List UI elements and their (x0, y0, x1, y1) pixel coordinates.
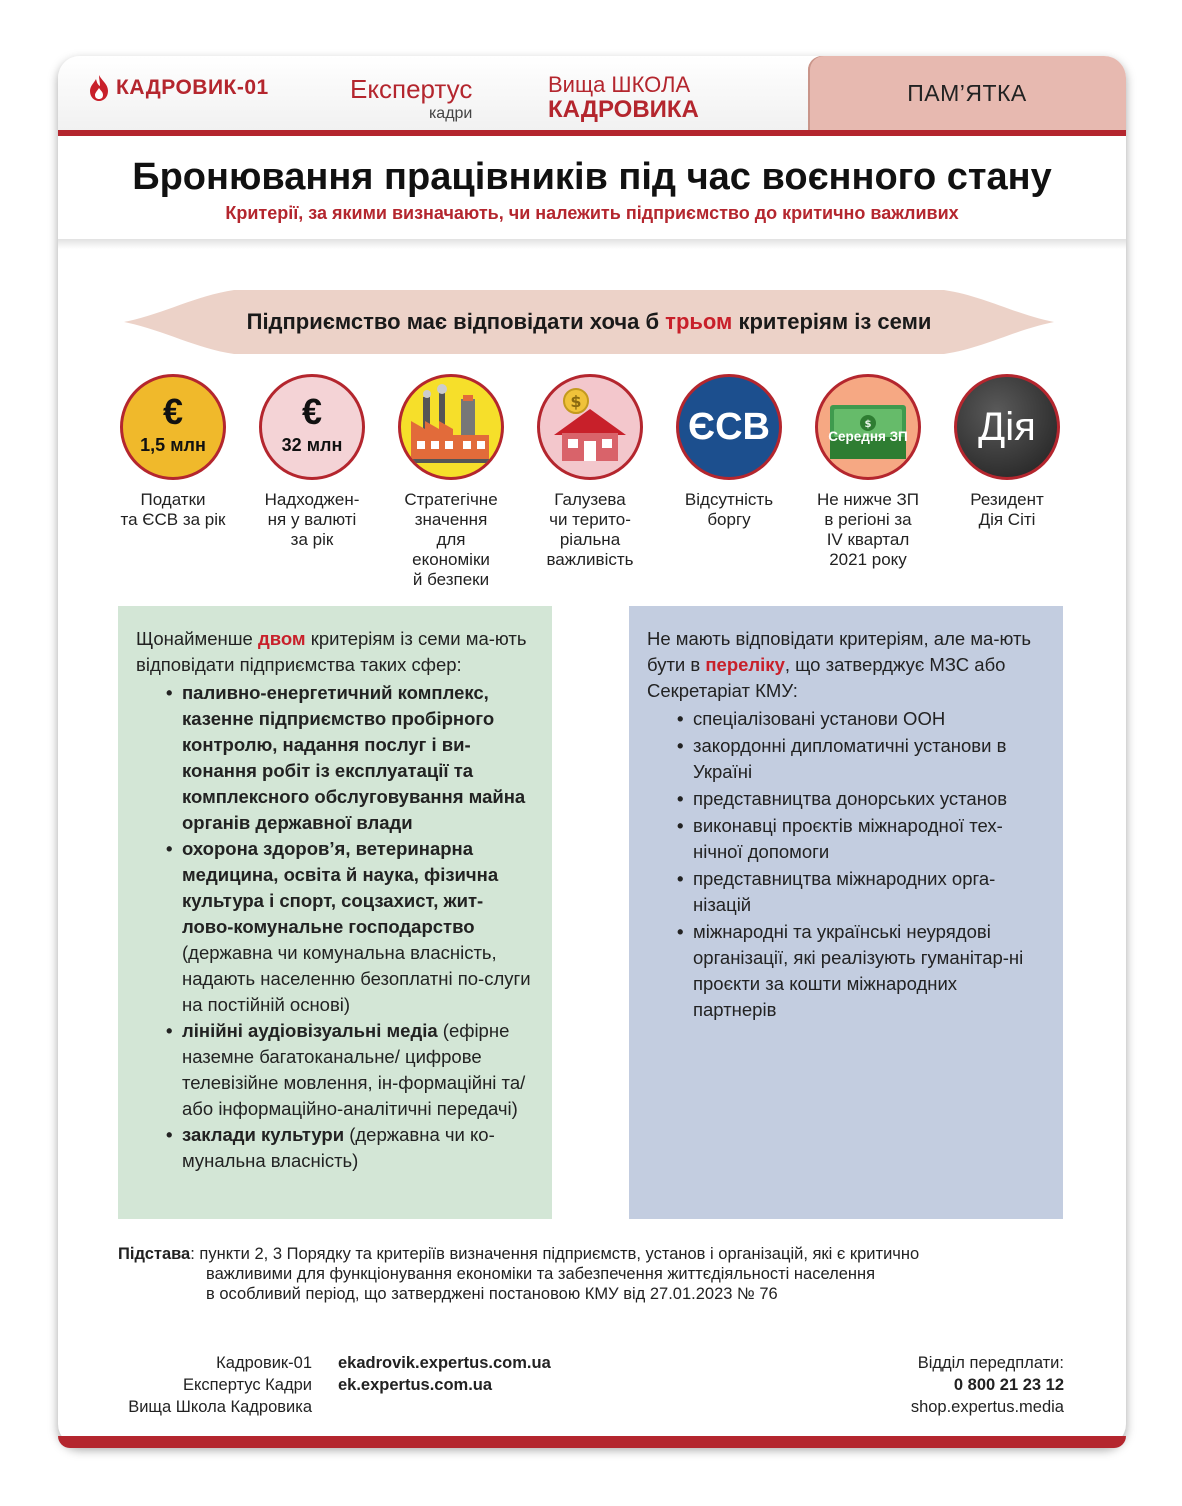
basis-line2: важливими для функціонування економіки та забезпечення життєдіяльності населення (206, 1265, 876, 1283)
criterion-sectoral (525, 374, 655, 570)
list-item (182, 1018, 534, 1122)
item-rest: (державна чи комунальна власність, надають населенню безоплатні по-слуги на постійній основі) (182, 942, 531, 1015)
footer-brand: Експертус Кадри (182, 1376, 312, 1394)
label-line: й безпеки (412, 570, 490, 589)
item-rest: (державна чи ко-мунальна власність) (182, 1124, 495, 1171)
item-bold: охорона здоров’я, ветеринарна медицина, освіта й наука, фізична культура і спорт, соцзахист, жит-лово-комунальне господарство (182, 838, 499, 937)
list-item (182, 836, 534, 1018)
criterion-label (942, 490, 1072, 530)
footer-brands (98, 1352, 312, 1418)
intro-before: Щонайменше (136, 628, 258, 649)
factory-drawing (401, 377, 501, 477)
intro-highlight: переліку (705, 654, 785, 675)
label-line: Стратегічне (404, 490, 498, 509)
intro-after: , що затверджує МЗС або Секретаріат КМУ: (647, 654, 1006, 701)
list-item (182, 680, 534, 836)
divider (58, 239, 1126, 249)
label-line: IV квартал (826, 530, 910, 549)
list-item: • спеціалізовані установи ООН (693, 706, 1045, 732)
label-line: важливість (546, 550, 634, 569)
label-line: Не нижче ЗП (816, 490, 920, 509)
item-bold: заклади культури (182, 1124, 345, 1145)
item-bold: лінійні аудіовізуальні медіа (182, 1020, 438, 1041)
legal-basis (118, 1244, 1078, 1304)
memo-card (58, 56, 1126, 1446)
criterion-label (525, 490, 655, 570)
house-coin-drawing (540, 377, 640, 477)
criterion-label (247, 490, 377, 550)
intro-after: критеріям із семи ма-ють відповідати підприємства таких сфер: (136, 628, 527, 675)
shop-link[interactable]: shop.expertus.media (910, 1398, 1064, 1416)
svg-text:$: $ (570, 392, 582, 411)
criterion-no-debt (664, 374, 794, 530)
label-line: Дія Сіті (978, 510, 1036, 529)
money-icon (815, 374, 921, 480)
money-drawing (818, 377, 918, 477)
list-item: • представництва донорських установ (693, 786, 1045, 812)
label-line: Надходжен- (264, 490, 360, 509)
list-based-box (629, 606, 1063, 1219)
banner-after: критеріям із семи (738, 309, 932, 334)
list-item: • закордонні дипломатичні установи в Україні (693, 733, 1045, 785)
euro-icon (259, 374, 365, 480)
criterion-salary (803, 374, 933, 570)
label-line: Галузева (554, 490, 626, 509)
basis-line3: в особливий період, що затверджені постановою КМУ від 27.01.2023 № 76 (206, 1285, 778, 1303)
esv-text: ЄСВ (688, 405, 770, 448)
euro-symbol: € (301, 391, 323, 432)
criterion-label (664, 490, 794, 530)
amount-label: 1,5 млн (140, 435, 206, 455)
label-line: та ЄСВ за рік (120, 510, 226, 529)
banner-before: Підприємство має відповідати хоча б (246, 309, 660, 334)
banner-text (124, 284, 1054, 360)
basis-key: Підстава (118, 1245, 191, 1263)
two-criteria-box (118, 606, 552, 1219)
basis-line1: : пункти 2, 3 Порядку та критеріїв визначення підприємств, установ і організацій, які є критично (190, 1245, 920, 1263)
logo-vyshcha-line1: Вища ШКОЛА (548, 72, 691, 97)
label-line: ріальна (559, 530, 621, 549)
blue-intro (647, 626, 1045, 704)
amount-label: 32 млн (281, 435, 343, 455)
card-bottom-accent (58, 1436, 1126, 1448)
label-line: в регіоні за (824, 510, 912, 529)
esv-icon (676, 374, 782, 480)
item-bold: паливно-енергетичний комплекс, казенне підприємство пробірного контролю, надання послуг і ви-конання робіт із експлуатації та комплексного обслуговування майна органів державної влади (182, 682, 526, 833)
page-title: Бронювання працівників під час воєнного стану (132, 156, 1052, 198)
logo-vyshcha-line2: КАДРОВИКА (548, 96, 699, 123)
header-bar (58, 56, 1126, 136)
intro-before: Не мають відповідати критеріям, але ма-ють бути в (647, 628, 1032, 675)
item-rest: (ефірне наземне багатоканальне/ цифрове телевізійне мовлення, ін-формаційні та/або інформаційно-аналітичні передачі) (182, 1020, 526, 1119)
subscription-phone[interactable]: 0 800 21 23 12 (953, 1376, 1064, 1394)
label-line: ня у валюті (267, 510, 357, 529)
label-line: економіки (412, 550, 490, 569)
factory-icon (398, 374, 504, 480)
label-line: Резидент (970, 490, 1044, 509)
banner-highlight: трьом (665, 309, 733, 334)
criterion-label (803, 490, 933, 570)
list-item: • міжнародні та українські неурядові організації, які реалізують гуманітар-ні проєкти за кошти міжнародних партнерів (693, 919, 1045, 1023)
euro-symbol: € (162, 391, 184, 432)
footer-subscription (911, 1352, 1064, 1418)
list-item: • представництва міжнародних орга-нізацій (693, 866, 1045, 918)
logo-expertus-line1: Експертус (350, 74, 473, 104)
label-line: за рік (290, 530, 334, 549)
euro-icon (120, 374, 226, 480)
org-list (647, 706, 1045, 1023)
criterion-label (386, 490, 516, 590)
list-item: • виконавці проєктів міжнародної тех-нічної допомоги (693, 813, 1045, 865)
subscription-label: Відділ передплати: (917, 1354, 1064, 1372)
label-line: для (436, 530, 466, 549)
flame-icon (88, 74, 110, 102)
logo-expertus-line2: кадри (428, 105, 473, 122)
footer-link-ek[interactable]: ek.expertus.com.ua (338, 1376, 493, 1394)
diya-icon (954, 374, 1060, 480)
sector-list (136, 680, 534, 1174)
memo-tab: ПАМ’ЯТКА (808, 56, 1126, 130)
svg-text:$: $ (864, 419, 872, 430)
label-line: Податки (140, 490, 206, 509)
green-intro (136, 626, 534, 678)
house-coin-icon (537, 374, 643, 480)
intro-highlight: двом (257, 628, 306, 649)
footer-links (338, 1352, 551, 1396)
criterion-strategic (386, 374, 516, 590)
page-subtitle: Критерії, за якими визначають, чи належить підприємство до критично важливих (225, 203, 959, 223)
logo-vyshcha-shkola[interactable] (548, 74, 699, 122)
logo-kadrovyk[interactable] (88, 74, 269, 102)
criterion-currency (247, 374, 377, 550)
salary-text: Середня ЗП (828, 429, 908, 444)
list-item (182, 1122, 534, 1174)
label-line: значення (414, 510, 488, 529)
footer-brand: Вища Школа Кадровика (128, 1398, 312, 1416)
logo-kadrovyk-text: КАДРОВИК-01 (116, 76, 269, 99)
footer-brand: Кадровик-01 (216, 1354, 312, 1372)
criterion-label (108, 490, 238, 530)
criterion-taxes (108, 374, 238, 530)
logo-expertus[interactable] (350, 76, 472, 122)
label-line: Відсутність (684, 490, 774, 509)
label-line: боргу (707, 510, 751, 529)
label-line: чи терито- (549, 510, 631, 529)
criterion-diya-city (942, 374, 1072, 530)
diya-text: Дія (978, 404, 1036, 449)
footer-link-ekadrovik[interactable]: ekadrovik.expertus.com.ua (338, 1354, 551, 1372)
label-line: 2021 року (829, 550, 907, 569)
